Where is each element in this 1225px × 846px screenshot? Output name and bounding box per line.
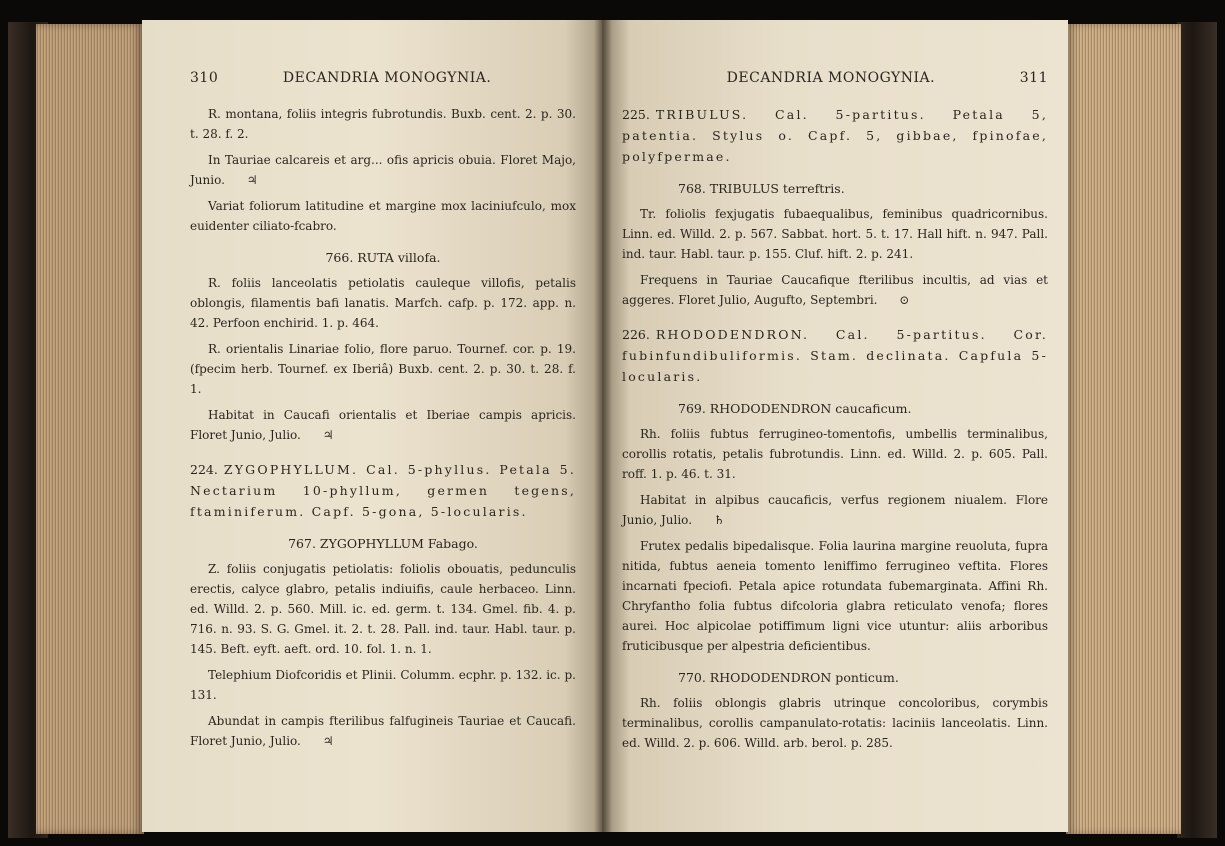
shrub-symbol-icon: ♄ bbox=[713, 513, 725, 527]
species-heading: 767. ZYGOPHYLLUM Fabago. bbox=[288, 536, 478, 551]
book-gutter bbox=[594, 20, 612, 832]
perennial-symbol-icon: ♃ bbox=[246, 173, 258, 187]
page-number-left: 310 bbox=[190, 70, 219, 86]
right-page bbox=[602, 20, 1068, 832]
running-head-right bbox=[622, 70, 1048, 86]
genus-description: 226. RHODODENDRON. Cal. 5-partitus. Cor. fubinfundibuliformis. Stam. declinata. Capfula 5-locularis. bbox=[622, 327, 1048, 384]
page-header-right: DECANDRIA MONOGYNIA. bbox=[726, 70, 936, 86]
perennial-symbol-icon: ♃ bbox=[322, 428, 334, 442]
paragraph: Telephium Diofcoridis et Plinii. Columm. ecphr. p. 132. ic. p. 131. bbox=[190, 668, 576, 702]
paragraph: Habitat in Caucafi orientalis et Iberiae campis apricis. Floret Junio, Julio. ♃ bbox=[190, 405, 576, 445]
annual-symbol-icon: ⊙ bbox=[899, 293, 910, 307]
paragraph: In Tauriae calcareis et arg... ofis apricis obuia. Floret Majo, Junio. ♃ bbox=[190, 150, 576, 190]
book-cover-right bbox=[1177, 22, 1217, 838]
paragraph: Habitat in alpibus caucaficis, verfus regionem niualem. Flore Junio, Julio. ♄ bbox=[622, 490, 1048, 530]
genus-description: 224. ZYGOPHYLLUM. Cal. 5-phyllus. Petala 5. Nectarium 10-phyllum, germen tegens, ftaminiferum. Capf. 5-gona, 5-locularis. bbox=[190, 462, 576, 519]
page-edges-left bbox=[36, 24, 144, 834]
species-heading: 768. TRIBULUS terreftris. bbox=[678, 181, 845, 196]
paragraph: Variat foliorum latitudine et margine mox laciniufculo, mox euidenter ciliato-fcabro. bbox=[190, 199, 576, 233]
species-heading: 770. RHODODENDRON ponticum. bbox=[678, 670, 899, 685]
running-head-left bbox=[190, 70, 576, 86]
left-page bbox=[142, 20, 602, 832]
page-number-right: 311 bbox=[1019, 70, 1048, 86]
paragraph: R. montana, foliis integris fubrotundis. Buxb. cent. 2. p. 30. t. 28. f. 2. bbox=[190, 107, 576, 141]
species-heading: 766. RUTA villofa. bbox=[325, 250, 441, 265]
paragraph: Rh. foliis oblongis glabris utrinque concoloribus, corymbis terminalibus, corollis campanulato-rotatis: laciniis lanceolatis. Linn. ed. Willd. 2. p. 606. Willd. arb. berol. p. 285. bbox=[622, 696, 1048, 750]
paragraph: Rh. foliis fubtus ferrugineo-tomentofis, umbellis terminalibus, corollis rotatis, petalis fubrotundis. Linn. ed. Willd. 2. p. 605. Pall. roff. 1. p. 46. t. 31. bbox=[622, 427, 1048, 481]
paragraph: Tr. foliolis fexjugatis fubaequalibus, feminibus quadricornibus. Linn. ed. Willd. 2. p. 567. Sabbat. hort. 5. t. 17. Hall hift. n. 947. Pall. ind. taur. Habl. taur. p. 155. Cluf. hift. 2. p. 241. bbox=[622, 207, 1048, 261]
paragraph: Frutex pedalis bipedalisque. Folia laurina margine reuoluta, fupra nitida, fubtus aeneia tomento leniffimo ferrugineo veftita. Flores incarnati fpeciofi. Petala apice rotundata fubemarginata. Affini Rh. Chryfantho folia fubtus difcoloria glabra reticulato venofa; flores aurei. Hoc alpicolae potiffimum ligni vice utuntur: aliis arboribus fruticibusque per alpestria deficientibus. bbox=[622, 539, 1048, 653]
perennial-symbol-icon: ♃ bbox=[322, 734, 334, 748]
paragraph: Z. foliis conjugatis petiolatis: foliolis obouatis, pedunculis erectis, calyce glabro, petalis indiuifis, caule herbaceo. Linn. ed. Willd. 2. p. 560. Mill. ic. ed. germ. t. 134. Gmel. fib. 4. p. 716. n. 93. S. G. Gmel. it. 2. t. 28. Pall. ind. taur. Habl. taur. p. 145. Beft. eyft. aeft. ord. 10. fol. 1. n. 1. bbox=[190, 562, 576, 656]
paragraph: Frequens in Tauriae Caucafique fterilibus incultis, ad vias et aggeres. Floret Julio, Augufto, Septembri. ⊙ bbox=[622, 270, 1048, 310]
species-heading: 769. RHODODENDRON caucaficum. bbox=[678, 401, 912, 416]
genus-description: 225. TRIBULUS. Cal. 5-partitus. Petala 5, patentia. Stylus o. Capf. 5, gibbae, fpinofae, polyfpermae. bbox=[622, 107, 1048, 164]
paragraph: Abundat in campis fterilibus falfugineis Tauriae et Caucafi. Floret Junio, Julio. ♃ bbox=[190, 711, 576, 751]
paragraph: R. foliis lanceolatis petiolatis cauleque villofis, petalis oblongis, filamentis bafi lanatis. Marfch. cafp. p. 172. app. n. 42. Perfoon enchirid. 1. p. 464. bbox=[190, 276, 576, 330]
paragraph: R. orientalis Linariae folio, flore paruo. Tournef. cor. p. 19. (fpecim herb. Tournef. ex Iberiâ) Buxb. cent. 2. p. 30. t. 28. f. 1. bbox=[190, 342, 576, 396]
page-edges-right bbox=[1066, 24, 1181, 834]
page-header-left: DECANDRIA MONOGYNIA. bbox=[282, 70, 492, 86]
